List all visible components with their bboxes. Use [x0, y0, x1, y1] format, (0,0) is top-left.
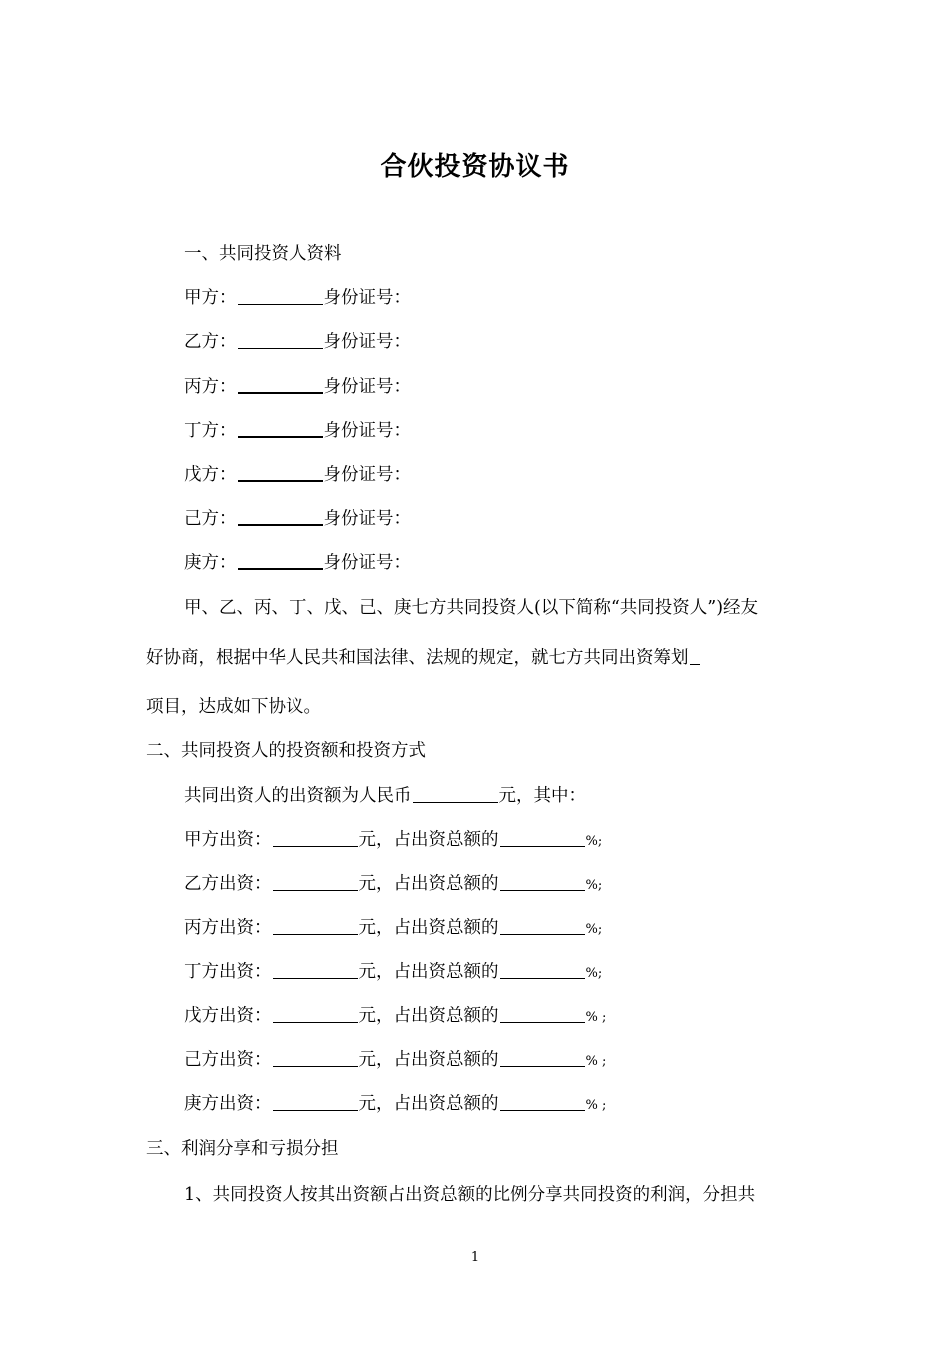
party-row: [184, 506, 411, 531]
party-label: 丁方：: [184, 421, 237, 441]
id-label: 身份证号：: [323, 509, 411, 529]
intro-line: 甲、乙、丙、丁、戊、己、庚七方共同投资人(以下简称“共同投资人”)经友: [184, 598, 759, 618]
id-label: 身份证号：: [323, 332, 411, 352]
contribution-mid: 元，占出资总额的: [358, 1094, 499, 1114]
name-blank[interactable]: [238, 462, 323, 482]
name-blank[interactable]: [238, 286, 323, 305]
percent-sign: %;: [585, 834, 603, 849]
contribution-row: [184, 1092, 606, 1118]
contribution-row: [184, 1048, 606, 1074]
amount-blank[interactable]: [273, 872, 358, 891]
percent-blank[interactable]: [500, 872, 585, 891]
amount-blank[interactable]: [273, 916, 358, 935]
percent-blank[interactable]: [500, 916, 585, 935]
party-label: 丙方：: [184, 377, 237, 397]
percent-blank[interactable]: [500, 1092, 585, 1111]
contribution-mid: 元，占出资总额的: [358, 1050, 499, 1070]
name-blank[interactable]: [238, 330, 323, 349]
total-contribution-row: [184, 784, 586, 808]
contribution-label: 庚方出资：: [184, 1094, 272, 1114]
id-label: 身份证号：: [323, 421, 411, 441]
party-row: [184, 550, 411, 575]
contribution-label: 甲方出资：: [184, 830, 272, 850]
name-blank[interactable]: [238, 550, 323, 570]
percent-blank[interactable]: [500, 1004, 585, 1023]
amount-blank[interactable]: [273, 828, 358, 847]
name-blank[interactable]: [238, 374, 323, 394]
id-label: 身份证号：: [323, 377, 411, 397]
party-row: [184, 418, 411, 443]
section2-heading: 二、共同投资人的投资额和投资方式: [146, 741, 426, 761]
party-row: [184, 286, 411, 310]
name-blank[interactable]: [238, 418, 323, 438]
party-label: 甲方：: [184, 288, 237, 308]
percent-sign: %;: [585, 966, 603, 981]
contribution-label: 丁方出资：: [184, 962, 272, 982]
section3-item: 1、共同投资人按其出资额占出资总额的比例分享共同投资的利润，分担共: [184, 1185, 756, 1205]
contribution-label: 乙方出资：: [184, 874, 272, 894]
party-label: 庚方：: [184, 553, 237, 573]
contribution-row: [184, 872, 602, 898]
intro-text: 好协商，根据中华人民共和国法律、法规的规定，就七方共同出资筹划: [146, 648, 689, 668]
amount-blank[interactable]: [273, 960, 358, 979]
amount-blank[interactable]: [273, 1048, 358, 1067]
contribution-mid: 元，占出资总额的: [358, 874, 499, 894]
contribution-mid: 元，占出资总额的: [358, 1006, 499, 1026]
percent-sign: % ;: [585, 1098, 607, 1113]
id-label: 身份证号：: [323, 465, 411, 485]
section3-heading: 三、利润分享和亏损分担: [146, 1139, 339, 1159]
percent-sign: % ;: [585, 1010, 607, 1025]
total-prefix: 共同出资人的出资额为人民币: [184, 786, 412, 806]
id-label: 身份证号：: [323, 288, 411, 308]
project-blank[interactable]: [690, 646, 700, 665]
percent-sign: % ;: [585, 1054, 607, 1069]
contribution-mid: 元，占出资总额的: [358, 962, 499, 982]
percent-sign: %;: [585, 878, 603, 893]
contribution-row: [184, 916, 602, 942]
party-label: 己方：: [184, 509, 237, 529]
percent-blank[interactable]: [500, 1048, 585, 1067]
party-row: [184, 330, 411, 354]
page-number: 1: [470, 1250, 480, 1265]
party-label: 戊方：: [184, 465, 237, 485]
party-label: 乙方：: [184, 332, 237, 352]
contribution-mid: 元，占出资总额的: [358, 830, 499, 850]
intro-line: [146, 646, 701, 670]
total-suffix: 元，其中：: [498, 786, 586, 806]
party-row: [184, 462, 411, 487]
contribution-row: [184, 828, 602, 854]
id-label: 身份证号：: [323, 553, 411, 573]
contribution-label: 戊方出资：: [184, 1006, 272, 1026]
section1-heading: 一、共同投资人资料: [184, 244, 342, 264]
amount-blank[interactable]: [273, 1092, 358, 1111]
contribution-label: 丙方出资：: [184, 918, 272, 938]
percent-blank[interactable]: [500, 960, 585, 979]
percent-sign: %;: [585, 922, 603, 937]
amount-blank[interactable]: [413, 784, 498, 803]
contribution-mid: 元，占出资总额的: [358, 918, 499, 938]
amount-blank[interactable]: [273, 1004, 358, 1023]
contribution-row: [184, 1004, 606, 1030]
contribution-row: [184, 960, 602, 986]
intro-line: 项目，达成如下协议。: [146, 697, 321, 717]
party-row: [184, 374, 411, 399]
percent-blank[interactable]: [500, 828, 585, 847]
name-blank[interactable]: [238, 506, 323, 526]
document-title: 合伙投资协议书: [380, 152, 570, 182]
contribution-label: 己方出资：: [184, 1050, 272, 1070]
